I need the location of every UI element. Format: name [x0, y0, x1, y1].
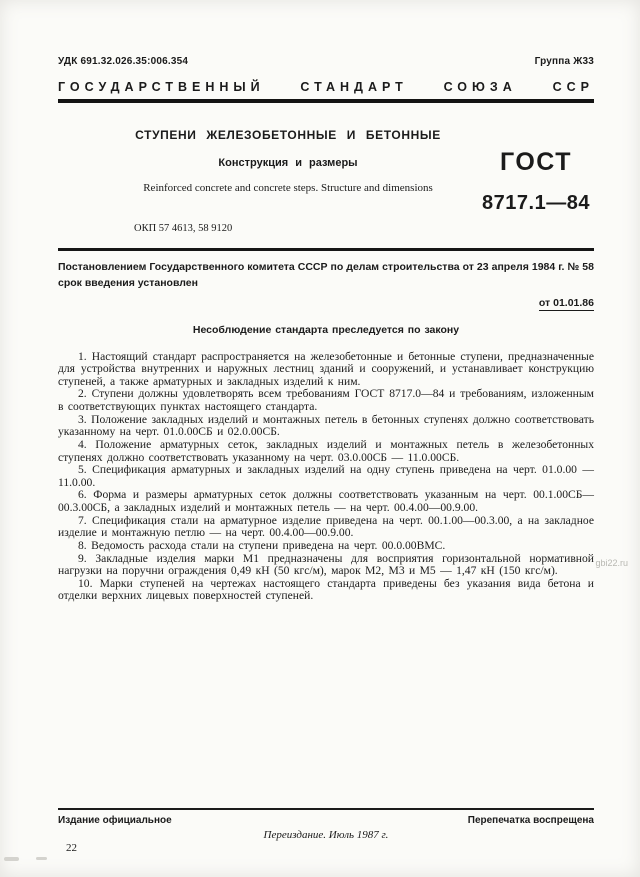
- gost-designation-block: [478, 150, 594, 234]
- title-column: [58, 128, 478, 234]
- gost-number: 8717.1—84: [482, 192, 590, 214]
- footer-row: [58, 815, 594, 826]
- official-edition-label: Издание официальное: [58, 815, 172, 826]
- page-footer: [58, 808, 594, 841]
- okp-codes: ОКП 57 4613, 58 9120: [134, 223, 233, 234]
- paragraph-6: 6. Форма и размеры арматурных сеток должны соответствовать указанным на черт. 00.1.00СБ—00.3.00СБ, а закладных изделий и монтажных петель — на черт. 00.4.00—00.9.00.: [58, 488, 594, 514]
- site-watermark: gbi22.ru: [595, 558, 628, 568]
- title-block: [58, 128, 594, 234]
- paragraph-10: 10. Марки ступеней на чертежах настоящего стандарта приведены без указания вида бетона и отделки верхних лицевых поверхностей ступеней.: [58, 576, 594, 603]
- org-header-word: ССР: [552, 80, 594, 94]
- footer-rule: [58, 808, 594, 810]
- paragraph-9: 9. Закладные изделия марки М1 предназначены для восприятия горизонтальной нормативной нагрузки на поручни ограждения 0,49 кН (50 кгс/м), марок М2, М3 и М5 — 1,47 кН (150 кгс/м).: [58, 551, 594, 578]
- paragraph-8: 8. Ведомость расхода стали на ступени приведена на черт. 00.0.00ВМС.: [78, 538, 446, 552]
- gost-label: ГОСТ: [500, 148, 572, 176]
- body-text: [58, 351, 594, 604]
- paragraph-2: 2. Ступени должны удовлетворять всем требованиям ГОСТ 8717.0—84 и требованиям, изложенным в соответствующих пунктах настоящего стандарта.: [58, 387, 594, 413]
- document-subtitle-ru: Конструкция и размеры: [218, 157, 358, 169]
- paragraph-1: 1. Настоящий стандарт распространяется на железобетонные и бетонные ступени, предназначенные для устройства внутренних и наружных лестниц зданий и сооружений, и устанавливает конструкцию ступеней, а также арматурных и закладных изделий к ним.: [58, 349, 594, 388]
- document-title-ru: СТУПЕНИ ЖЕЛЕЗОБЕТОННЫЕ И БЕТОННЫЕ: [135, 128, 441, 142]
- meta-row: [58, 56, 594, 67]
- reprint-prohibited-label: Перепечатка воспрещена: [467, 815, 594, 826]
- org-header-word: ГОСУДАРСТВЕННЫЙ: [58, 80, 265, 94]
- udk-code: УДК 691.32.026.35:006.354: [58, 56, 189, 67]
- law-notice: Несоблюдение стандарта преследуется по закону: [192, 323, 460, 336]
- section-rule: [58, 248, 594, 251]
- state-standard-header: [58, 80, 594, 94]
- effective-date: от 01.01.86: [538, 296, 594, 309]
- org-header-word: СОЮЗА: [443, 80, 517, 94]
- org-header-word: СТАНДАРТ: [300, 80, 408, 94]
- paragraph-5: 5. Спецификация арматурных и закладных изделий на одну ступень приведена на черт. 01.0.00 — 11.0.00.: [58, 463, 594, 489]
- reissue-note: Переиздание. Июль 1987 г.: [263, 829, 389, 841]
- group-code: Группа Ж33: [534, 56, 594, 67]
- paragraph-7: 7. Спецификация стали на арматурное изделие приведена на черт. 00.1.00—00.3.00, а на закладное изделие и монтажную петлю — на черт. 00.4.00—00.9.00.: [58, 513, 594, 540]
- header-rule: [58, 99, 594, 103]
- scan-artifact: [36, 857, 47, 860]
- effective-date-row: [58, 293, 594, 311]
- scan-artifact: [4, 857, 19, 861]
- decree-paragraph: Постановлением Государственного комитета СССР по делам строительства от 23 апреля 1984 г. № 58 срок введения установлен: [58, 261, 594, 289]
- paragraph-3: 3. Положение закладных изделий и монтажных петель в бетонных ступенях должно соответствовать указанному на черт. 01.0.00СБ и 02.0.00СБ.: [58, 412, 594, 439]
- page-number: 22: [66, 842, 77, 854]
- paragraph-4: 4. Положение арматурных сеток, закладных изделий и монтажных петель в железобетонных ступенях должно соответствовать указанному на черт. 03.0.00СБ — 11.0.00СБ.: [58, 437, 594, 464]
- document-title-en: Reinforced concrete and concrete steps. Structure and dimensions: [143, 182, 433, 194]
